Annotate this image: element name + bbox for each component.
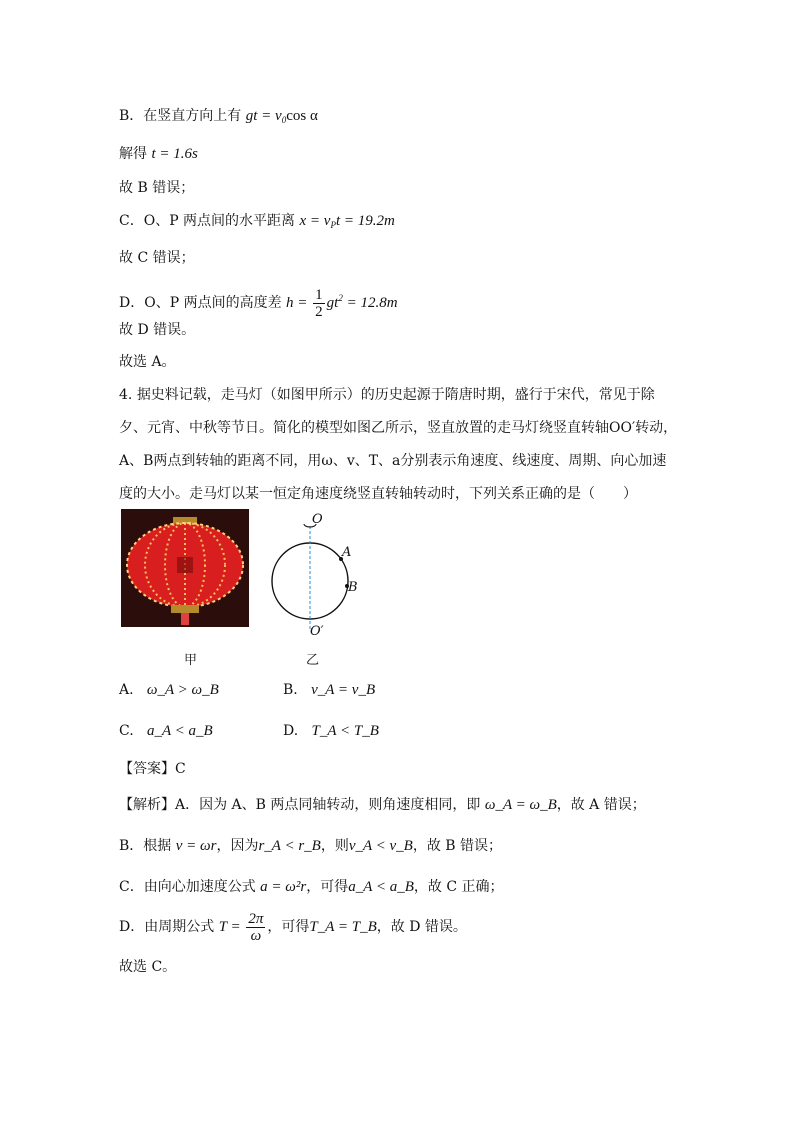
solution-d-line: D．O、P 两点间的高度差 h = $\frac{1}{2}$ $gt^2 = 12.8m$ [119,287,398,321]
answer-line: 【答案】C [119,761,186,777]
lantern-photo [121,509,249,627]
question-4: 4. 据史料记载，走马灯（如图甲所示）的历史起源于隋唐时期，盛行于宋代，常见于除夕、元宵、中秋等节日。简化的模型如图乙所示，竖直放置的走马灯绕竖直转轴OO′转动，A、B两点到转轴的距离不同，用ω、v、T、a分别表示角速度、线速度、周期、向心加速度的大小。走马灯以某一恒定角速度绕竖直转轴转动时，下列关系正确的是（ ） [119,387,678,502]
option-b: B. v_A = v_B [283,682,376,698]
solution-b-line: B．在竖直方向上有 gt = $v_0\cos$ α [119,108,318,125]
analysis-c-line: C．由向心加速度公式 a = ω²r，可得a_A < a_B，故 C 正确； [119,879,504,895]
fraction-half: $\frac{1}{2}$ [315,287,323,321]
label-o: O [312,512,323,527]
option-d: D. T_A < T_B [283,723,379,739]
equation-b: gt = $v_0\cos$ α [245,108,318,125]
solution-c-line: C．O、P 两点间的水平距离 $x = v_Pt = 19.2m$ [119,213,395,230]
c-wrong-line: 故 C 错误； [119,250,195,266]
caption-yi: 乙 [306,653,320,668]
choose-a-line: 故选 A。 [119,354,176,370]
option-c: C. a_A < a_B [119,723,213,739]
d-wrong-line: 故 D 错误。 [119,322,196,338]
b-wrong-line: 故 B 错误； [119,180,195,196]
label-a: A [342,545,352,560]
caption-jia: 甲 [184,653,198,668]
label-o-prime: O′ [310,624,324,639]
choose-c-line: 故选 C。 [119,959,177,975]
option-a: A. ω_A > ω_B [119,682,219,698]
analysis-b-line: B．根据 v = ωr，因为r_A < r_B，则v_A < v_B，故 B 错误； [119,838,503,854]
solution-t-line: 解得 t = 1.6s [119,146,198,162]
analysis-a-line: 【解析】A．因为 A、B 两点同轴转动，则角速度相同，即 ω_A = ω_B，故 A 错误； [119,797,646,813]
rotation-diagram [262,508,372,640]
analysis-d-line: D．由周期公式 T = $\frac{2\pi}{\omega}$ ，可得T_A = T_B，故 D 错误。 [119,911,467,945]
lantern-icon [121,509,249,627]
label-b: B [348,580,358,595]
fraction-2pi-omega: $\frac{2\pi}{\omega}$ [248,911,264,945]
